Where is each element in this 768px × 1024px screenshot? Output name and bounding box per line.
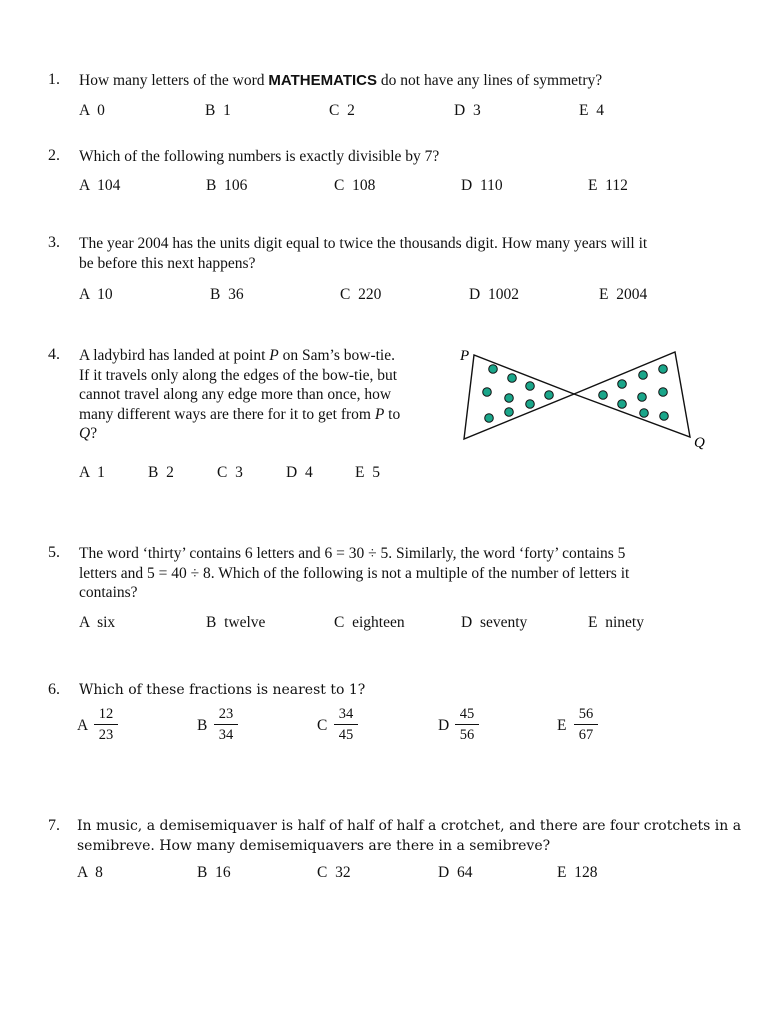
option-c[interactable]: C 3: [217, 464, 243, 481]
option-b[interactable]: B 36: [210, 286, 244, 303]
ladybird-dot: [505, 394, 514, 403]
bold-word: MATHEMATICS: [268, 72, 378, 89]
option-d[interactable]: D 4: [286, 464, 313, 481]
ladybird-dot: [545, 391, 554, 400]
question-number: 5.: [48, 544, 60, 561]
option-c[interactable]: C 108: [334, 177, 376, 194]
ladybird-dot: [526, 382, 535, 391]
option-e[interactable]: E 128: [557, 864, 598, 881]
ladybird-dot: [618, 400, 627, 409]
option-a[interactable]: A six: [79, 614, 116, 631]
question-text: Which of these fractions is nearest to 1?: [79, 682, 366, 698]
ladybird-dot: [659, 365, 668, 374]
option-a[interactable]: A 8: [77, 864, 103, 881]
option-a[interactable]: A 10: [79, 286, 113, 303]
bow-tie-right-triangle: [574, 352, 690, 437]
question-text: In music, a demisemiquaver is half of half of half a crotchet, and there are four crotchets in a semibreve. How many demisemiquavers are there in a semibreve?: [77, 818, 742, 854]
option-b[interactable]: B 1: [205, 102, 231, 119]
option-c[interactable]: C 32: [317, 864, 351, 881]
question-number: 7.: [48, 817, 60, 834]
option-b[interactable]: B 106: [206, 177, 248, 194]
option-a[interactable]: A 104: [79, 177, 121, 194]
option-d[interactable]: D 3: [454, 102, 481, 119]
fraction: 23 34: [214, 705, 238, 744]
option-d[interactable]: D 1002: [469, 286, 519, 303]
option-a[interactable]: A 0: [79, 102, 105, 119]
option-c[interactable]: C 2: [329, 102, 355, 119]
option-b[interactable]: B twelve: [206, 614, 266, 631]
ladybird-dot: [599, 391, 608, 400]
question-text: A ladybird has landed at point P on Sam’s bow-tie. If it travels only along the edges of the bow-tie, but cannot travel along any edge more than once, how many different ways are there for it to get from P to Q?: [79, 347, 401, 442]
question-text: How many letters of the word MATHEMATICS do not have any lines of symmetry?: [79, 72, 603, 89]
question-text: The word ‘thirty’ contains 6 letters and 6 = 30 ÷ 5. Similarly, the word ‘forty’ contains 5 letters and 5 = 40 ÷ 8. Which of the following is not a multiple of the number of letters it contains?: [79, 545, 630, 601]
option-c[interactable]: C 220: [340, 286, 382, 303]
option-b[interactable]: B 16: [197, 864, 231, 881]
option-e[interactable]: E 4: [579, 102, 604, 119]
ladybird-dot: [640, 409, 649, 418]
ladybird-dot: [483, 388, 492, 397]
option-a[interactable]: A 1: [79, 464, 105, 481]
question-text: Which of the following numbers is exactly divisible by 7?: [79, 148, 440, 165]
option-d[interactable]: D seventy: [461, 614, 528, 631]
option-e[interactable]: E 5: [355, 464, 380, 481]
ladybird-dot: [638, 393, 647, 402]
question-text: The year 2004 has the units digit equal to twice the thousands digit. How many years will it be before this next happens?: [79, 235, 648, 272]
question-number: 3.: [48, 234, 60, 251]
question-number: 1.: [48, 71, 60, 88]
bow-tie-left-triangle: [464, 355, 574, 439]
fraction: 45 56: [455, 705, 479, 744]
ladybird-dot: [526, 400, 535, 409]
ladybird-dot: [660, 412, 669, 421]
bow-tie-diagram: [452, 340, 722, 452]
option-e[interactable]: E 2004: [599, 286, 648, 303]
ladybird-dot: [659, 388, 668, 397]
fraction: 12 23: [94, 705, 118, 744]
fraction: 56 67: [574, 705, 598, 744]
option-d[interactable]: D 64: [438, 864, 473, 881]
question-number: 6.: [48, 681, 60, 698]
ladybird-dot: [639, 371, 648, 380]
fraction: 34 45: [334, 705, 358, 744]
option-c[interactable]: C eighteen: [334, 614, 405, 631]
question-number: 4.: [48, 346, 60, 363]
question-number: 2.: [48, 147, 60, 164]
option-b[interactable]: B 2: [148, 464, 174, 481]
option-e[interactable]: E 112: [588, 177, 628, 194]
ladybird-dot: [618, 380, 627, 389]
label-q: Q: [694, 435, 705, 451]
ladybird-dot: [508, 374, 517, 383]
option-d[interactable]: D 110: [461, 177, 503, 194]
label-p: P: [460, 348, 470, 364]
ladybird-dot: [505, 408, 514, 417]
ladybird-dot: [485, 414, 494, 423]
ladybird-dot: [489, 365, 498, 374]
option-e[interactable]: E ninety: [588, 614, 644, 631]
